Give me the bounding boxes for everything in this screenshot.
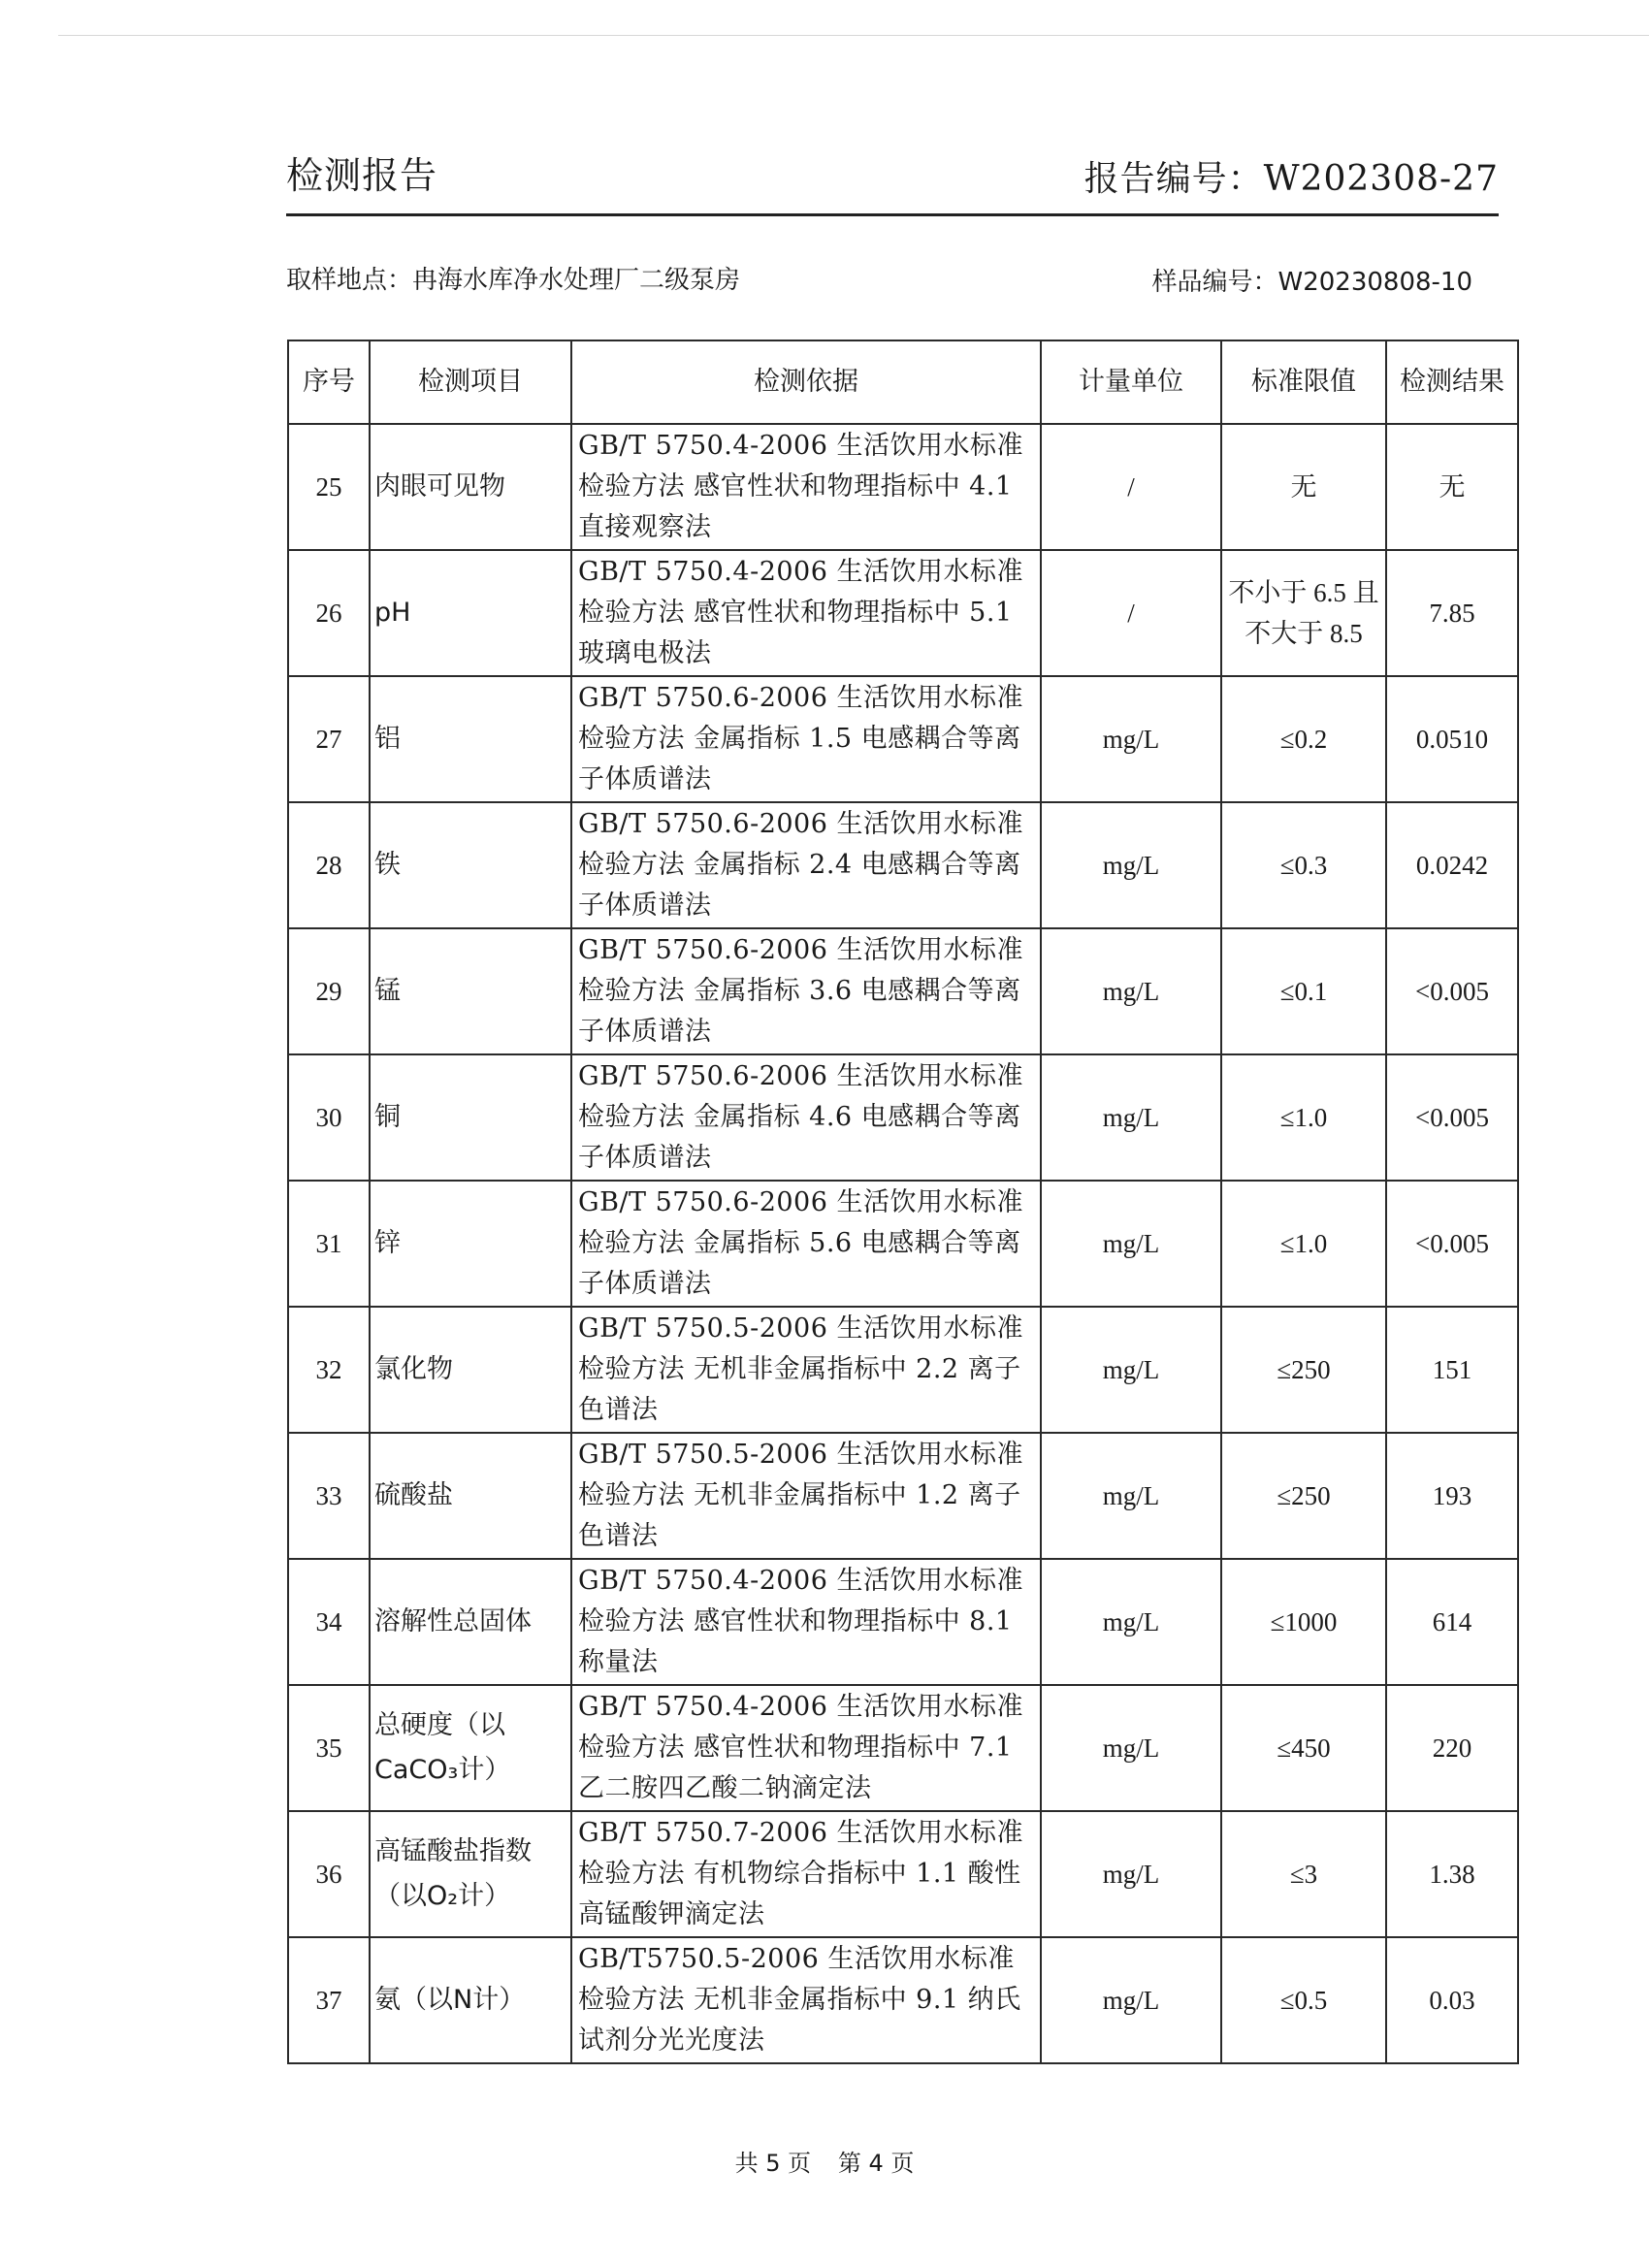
row-result: 614 (1386, 1559, 1518, 1685)
row-limit: ≤450 (1221, 1685, 1386, 1811)
row-seq: 29 (288, 928, 370, 1054)
row-item: 氨（以N计） (370, 1937, 571, 2063)
row-result: 无 (1386, 424, 1518, 550)
row-seq: 37 (288, 1937, 370, 2063)
row-seq: 32 (288, 1307, 370, 1433)
row-limit: 无 (1221, 424, 1386, 550)
row-seq: 36 (288, 1811, 370, 1937)
row-unit: mg/L (1041, 1433, 1221, 1559)
row-unit: mg/L (1041, 1685, 1221, 1811)
row-result: <0.005 (1386, 928, 1518, 1054)
row-unit: / (1041, 424, 1221, 550)
scan-top-rule (58, 35, 1649, 36)
row-basis: GB/T 5750.6-2006 生活饮用水标准检验方法 金属指标 2.4 电感耦合等离子体质谱法 (571, 802, 1041, 928)
row-seq: 27 (288, 676, 370, 802)
report-title: 检测报告 (286, 154, 438, 197)
table-row (288, 1559, 1518, 1685)
row-basis: GB/T 5750.5-2006 生活饮用水标准检验方法 无机非金属指标中 1.2 离子色谱法 (571, 1433, 1041, 1559)
row-seq: 28 (288, 802, 370, 928)
row-basis: GB/T 5750.6-2006 生活饮用水标准检验方法 金属指标 1.5 电感耦合等离子体质谱法 (571, 676, 1041, 802)
row-limit: ≤0.5 (1221, 1937, 1386, 2063)
row-result: 220 (1386, 1685, 1518, 1811)
row-unit: mg/L (1041, 928, 1221, 1054)
current-page: 第 4 页 (837, 2150, 915, 2177)
row-limit: ≤3 (1221, 1811, 1386, 1937)
row-limit: ≤1.0 (1221, 1054, 1386, 1181)
row-unit: mg/L (1041, 1811, 1221, 1937)
report-number: 报告编号：W202308-27 (1083, 159, 1499, 199)
column-header-basis: 检测依据 (571, 340, 1041, 424)
row-limit: ≤250 (1221, 1433, 1386, 1559)
table-row (288, 928, 1518, 1054)
row-item: 铁 (370, 802, 571, 928)
row-unit: mg/L (1041, 676, 1221, 802)
row-basis: GB/T 5750.4-2006 生活饮用水标准检验方法 感官性状和物理指标中 5.1 玻璃电极法 (571, 550, 1041, 676)
results-table (287, 340, 1519, 2064)
row-seq: 26 (288, 550, 370, 676)
row-unit: mg/L (1041, 1307, 1221, 1433)
row-result: 0.03 (1386, 1937, 1518, 2063)
row-basis: GB/T 5750.6-2006 生活饮用水标准检验方法 金属指标 4.6 电感耦合等离子体质谱法 (571, 1054, 1041, 1181)
row-item: 锌 (370, 1181, 571, 1307)
column-header-result: 检测结果 (1386, 340, 1518, 424)
table-row (288, 1811, 1518, 1937)
row-item: 氯化物 (370, 1307, 571, 1433)
row-basis: GB/T5750.5-2006 生活饮用水标准检验方法 无机非金属指标中 9.1 纳氏试剂分光光度法 (571, 1937, 1041, 2063)
row-seq: 30 (288, 1054, 370, 1181)
table-row (288, 1054, 1518, 1181)
row-limit: ≤1000 (1221, 1559, 1386, 1685)
row-basis: GB/T 5750.4-2006 生活饮用水标准检验方法 感官性状和物理指标中 7.1 乙二胺四乙酸二钠滴定法 (571, 1685, 1041, 1811)
row-item: 铝 (370, 676, 571, 802)
table-row (288, 1685, 1518, 1811)
table-row (288, 1937, 1518, 2063)
page-footer (0, 2144, 1649, 2178)
table-row (288, 1307, 1518, 1433)
row-result: 7.85 (1386, 550, 1518, 676)
row-basis: GB/T 5750.6-2006 生活饮用水标准检验方法 金属指标 3.6 电感耦合等离子体质谱法 (571, 928, 1041, 1054)
row-item: 溶解性总固体 (370, 1559, 571, 1685)
row-unit: / (1041, 550, 1221, 676)
row-limit: ≤1.0 (1221, 1181, 1386, 1307)
row-seq: 34 (288, 1559, 370, 1685)
row-result: 0.0510 (1386, 676, 1518, 802)
column-header-limit: 标准限值 (1221, 340, 1386, 424)
row-result: 151 (1386, 1307, 1518, 1433)
row-item: 锰 (370, 928, 571, 1054)
sample-location: 取样地点：冉海水库净水处理厂二级泵房 (286, 266, 741, 295)
row-item: pH (370, 550, 571, 676)
row-item: 铜 (370, 1054, 571, 1181)
row-unit: mg/L (1041, 1937, 1221, 2063)
table-row (288, 424, 1518, 550)
row-basis: GB/T 5750.4-2006 生活饮用水标准检验方法 感官性状和物理指标中 4.1 直接观察法 (571, 424, 1041, 550)
total-pages: 共 5 页 (734, 2150, 812, 2177)
row-item: 硫酸盐 (370, 1433, 571, 1559)
row-seq: 31 (288, 1181, 370, 1307)
row-unit: mg/L (1041, 1559, 1221, 1685)
table-row (288, 802, 1518, 928)
row-result: <0.005 (1386, 1181, 1518, 1307)
row-basis: GB/T 5750.7-2006 生活饮用水标准检验方法 有机物综合指标中 1.1 酸性高锰酸钾滴定法 (571, 1811, 1041, 1937)
row-seq: 25 (288, 424, 370, 550)
table-row (288, 550, 1518, 676)
row-basis: GB/T 5750.5-2006 生活饮用水标准检验方法 无机非金属指标中 2.2 离子色谱法 (571, 1307, 1041, 1433)
row-basis: GB/T 5750.4-2006 生活饮用水标准检验方法 感官性状和物理指标中 8.1 称量法 (571, 1559, 1041, 1685)
table-row (288, 1181, 1518, 1307)
row-item: 肉眼可见物 (370, 424, 571, 550)
row-unit: mg/L (1041, 1054, 1221, 1181)
row-unit: mg/L (1041, 802, 1221, 928)
row-limit: 不小于 6.5 且不大于 8.5 (1221, 550, 1386, 676)
header-divider (286, 213, 1499, 216)
row-limit: ≤0.2 (1221, 676, 1386, 802)
row-seq: 33 (288, 1433, 370, 1559)
row-result: 193 (1386, 1433, 1518, 1559)
table-row (288, 1433, 1518, 1559)
row-limit: ≤0.1 (1221, 928, 1386, 1054)
row-item: 高锰酸盐指数（以O₂计） (370, 1811, 571, 1937)
sample-number: 样品编号：W20230808-10 (1151, 268, 1472, 297)
row-result: 0.0242 (1386, 802, 1518, 928)
column-header-unit: 计量单位 (1041, 340, 1221, 424)
column-header-item: 检测项目 (370, 340, 571, 424)
row-unit: mg/L (1041, 1181, 1221, 1307)
table-header-row (288, 340, 1518, 424)
row-item: 总硬度（以CaCO₃计） (370, 1685, 571, 1811)
column-header-seq: 序号 (288, 340, 370, 424)
row-seq: 35 (288, 1685, 370, 1811)
row-result: <0.005 (1386, 1054, 1518, 1181)
row-limit: ≤250 (1221, 1307, 1386, 1433)
table-row (288, 676, 1518, 802)
row-limit: ≤0.3 (1221, 802, 1386, 928)
row-result: 1.38 (1386, 1811, 1518, 1937)
row-basis: GB/T 5750.6-2006 生活饮用水标准检验方法 金属指标 5.6 电感耦合等离子体质谱法 (571, 1181, 1041, 1307)
